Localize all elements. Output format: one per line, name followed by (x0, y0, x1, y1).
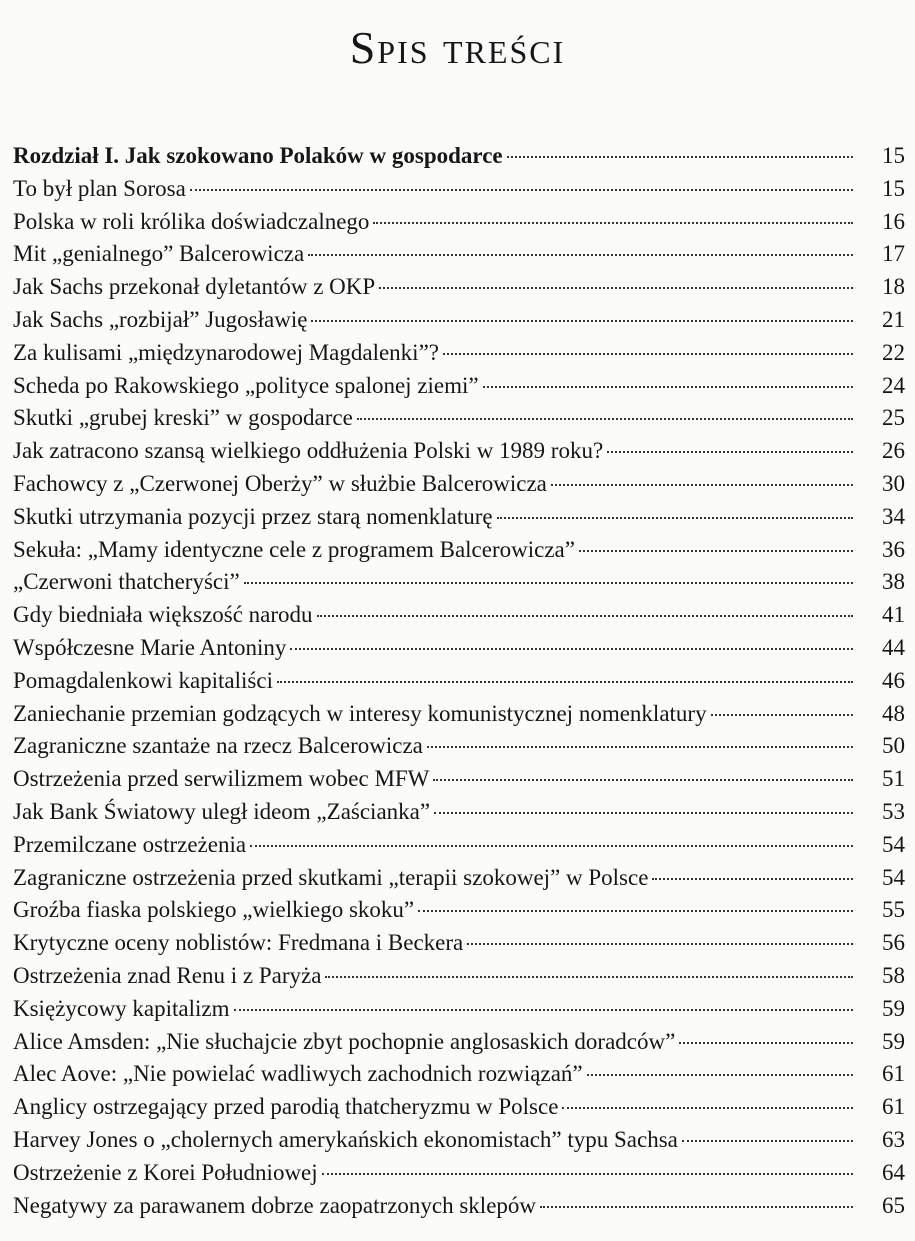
toc-entry-title: Przemilczane ostrzeżenia (13, 831, 247, 857)
toc-entry (13, 960, 905, 993)
toc-entry-page-number: 15 (882, 143, 905, 168)
toc-entry-title: Negatywy za parawanem dobrze zaopatrzonych sklepów (13, 1192, 537, 1218)
toc-entry-title: Skutki utrzymania pozycji przez starą nomenklaturę (13, 503, 493, 529)
toc-entry (13, 271, 905, 304)
toc-entry-page-number: 56 (882, 930, 905, 956)
dot-leader (711, 714, 853, 716)
toc-entry-page-number: 36 (882, 536, 905, 562)
toc-entry-page-number: 59 (882, 995, 905, 1021)
toc-entry-title: Współczesne Marie Antoniny (13, 634, 287, 660)
dot-leader (317, 615, 853, 617)
dot-leader (379, 287, 853, 289)
dot-leader (682, 1140, 853, 1142)
dot-leader (427, 746, 853, 748)
toc-entry-page-number: 51 (882, 766, 905, 792)
dot-leader (434, 812, 853, 814)
toc-list (13, 140, 905, 1222)
toc-entry-title: Jak zatracono szansą wielkiego oddłużenia Polski w 1989 roku? (13, 438, 604, 464)
toc-entry (13, 730, 905, 763)
toc-entry (13, 402, 905, 435)
toc-entry-title: Ostrzeżenie z Korei Południowej (13, 1159, 318, 1185)
toc-entry (13, 698, 905, 731)
toc-entry-title: Polska w roli królika doświadczalnego (13, 208, 370, 234)
dot-leader (540, 1206, 853, 1208)
toc-entry-page-number: 24 (882, 372, 905, 398)
toc-entry (13, 1157, 905, 1190)
dot-leader (433, 779, 853, 781)
toc-entry (13, 665, 905, 698)
page-title: Spis treści (349, 22, 566, 73)
dot-leader (308, 254, 853, 256)
toc-entry-title: Rozdział I. Jak szokowano Polaków w gospodarce (13, 143, 503, 168)
toc-entry-page-number: 22 (882, 339, 905, 365)
toc-entry (13, 1124, 905, 1157)
toc-entry-page-number: 65 (882, 1192, 905, 1218)
toc-entry (13, 1190, 905, 1223)
toc-entry (13, 993, 905, 1026)
toc-entry (13, 599, 905, 632)
toc-entry-page-number: 53 (882, 798, 905, 824)
toc-entry (13, 829, 905, 862)
toc-entry-page-number: 25 (882, 405, 905, 431)
dot-leader (325, 976, 853, 978)
toc-entry (13, 632, 905, 665)
toc-entry-page-number: 17 (882, 241, 905, 267)
dot-leader (497, 517, 853, 519)
toc-entry-title: Fachowcy z „Czerwonej Oberży” w służbie Balcerowicza (13, 470, 547, 496)
toc-entry-title: Sekuła: „Mamy identyczne cele z programem Balcerowicza” (13, 536, 575, 562)
toc-entry (13, 796, 905, 829)
toc-entry-page-number: 61 (882, 1061, 905, 1087)
toc-entry-title: Skutki „grubej kreski” w gospodarce (13, 405, 353, 431)
toc-entry-page-number: 48 (882, 700, 905, 726)
toc-entry (13, 1026, 905, 1059)
toc-entry-page-number: 63 (882, 1126, 905, 1152)
toc-entry-title: Ostrzeżenia przed serwilizmem wobec MFW (13, 766, 430, 792)
toc-entry-title: Ostrzeżenia znad Renu i z Paryża (13, 962, 322, 988)
toc-entry-title: Pomagdalenkowi kapitaliści (13, 667, 273, 693)
dot-leader (562, 1107, 853, 1109)
toc-entry-page-number: 50 (882, 733, 905, 759)
dot-leader (322, 1173, 853, 1175)
toc-entry-title: Księżycowy kapitalizm (13, 995, 230, 1021)
dot-leader (311, 320, 853, 322)
toc-entry-page-number: 16 (882, 208, 905, 234)
toc-entry (13, 435, 905, 468)
dot-leader (290, 648, 853, 650)
toc-entry (13, 337, 905, 370)
toc-entry-page-number: 46 (882, 667, 905, 693)
toc-entry (13, 501, 905, 534)
toc-entry (13, 763, 905, 796)
toc-entry-page-number: 15 (882, 175, 905, 201)
toc-entry-page-number: 21 (882, 306, 905, 332)
toc-entry-title: Zagraniczne szantaże na rzecz Balcerowicza (13, 733, 423, 759)
toc-entry-title: Jak Sachs przekonał dyletantów z OKP (13, 274, 376, 300)
dot-leader (234, 1009, 853, 1011)
toc-entry-page-number: 41 (882, 602, 905, 628)
toc-entry (13, 1091, 905, 1124)
dot-leader (418, 910, 853, 912)
toc-entry-page-number: 61 (882, 1094, 905, 1120)
toc-entry (13, 534, 905, 567)
toc-entry (13, 206, 905, 239)
toc-entry-page-number: 54 (882, 831, 905, 857)
dot-leader (607, 451, 853, 453)
toc-entry-title: Krytyczne oceny noblistów: Fredmana i Beckera (13, 930, 464, 956)
toc-entry (13, 927, 905, 960)
toc-entry-title: Zagraniczne ostrzeżenia przed skutkami „terapii szokowej” w Polsce (13, 864, 649, 890)
toc-entry-page-number: 59 (882, 1028, 905, 1054)
toc-entry-title: Scheda po Rakowskiego „polityce spalonej ziemi” (13, 372, 479, 398)
dot-leader (190, 189, 853, 191)
toc-entry-title: Zaniechanie przemian godzących w interesy komunistycznej nomenklatury (13, 700, 707, 726)
toc-entry (13, 304, 905, 337)
dot-leader (467, 943, 853, 945)
toc-entry (13, 370, 905, 403)
dot-leader (652, 878, 853, 880)
dot-leader (551, 484, 853, 486)
dot-leader (507, 156, 853, 158)
dot-leader (443, 353, 853, 355)
dot-leader (373, 222, 853, 224)
toc-entry (13, 468, 905, 501)
toc-entry-page-number: 30 (882, 470, 905, 496)
toc-entry-page-number: 44 (882, 634, 905, 660)
toc-entry-title: Alec Aove: „Nie powielać wadliwych zachodnich rozwiązań” (13, 1061, 583, 1087)
toc-entry-page-number: 38 (882, 569, 905, 595)
toc-entry (13, 1058, 905, 1091)
dot-leader (679, 1042, 853, 1044)
dot-leader (277, 681, 853, 683)
toc-entry-title: Za kulisami „międzynarodowej Magdalenki”? (13, 339, 439, 365)
toc-entry-page-number: 55 (882, 897, 905, 923)
toc-entry-title: „Czerwoni thatcheryści” (13, 569, 240, 595)
dot-leader (244, 582, 853, 584)
toc-entry-page-number: 18 (882, 274, 905, 300)
toc-entry-page-number: 34 (882, 503, 905, 529)
toc-entry-page-number: 54 (882, 864, 905, 890)
toc-entry (13, 173, 905, 206)
dot-leader (579, 550, 853, 552)
dot-leader (483, 386, 853, 388)
toc-entry-page-number: 26 (882, 438, 905, 464)
toc-entry (13, 566, 905, 599)
toc-entry-title: Mit „genialnego” Balcerowicza (13, 241, 305, 267)
dot-leader (587, 1074, 853, 1076)
toc-entry (13, 238, 905, 271)
toc-entry-title: Alice Amsden: „Nie słuchajcie zbyt pochopnie anglosaskich doradców” (13, 1028, 676, 1054)
toc-entry-title: Jak Sachs „rozbijał” Jugosławię (13, 306, 308, 332)
toc-entry-title: To był plan Sorosa (13, 175, 186, 201)
toc-entry-title: Anglicy ostrzegający przed parodią thatcheryzmu w Polsce (13, 1094, 559, 1120)
toc-entry-title: Groźba fiaska polskiego „wielkiego skoku” (13, 897, 415, 923)
toc-entry-page-number: 58 (882, 962, 905, 988)
dot-leader (357, 418, 853, 420)
toc-entry-title: Harvey Jones o „cholernych amerykańskich ekonomistach” typu Sachsa (13, 1126, 678, 1152)
toc-entry-page-number: 64 (882, 1159, 905, 1185)
toc-entry-title: Gdy biedniała większość narodu (13, 602, 313, 628)
toc-entry-title: Jak Bank Światowy uległ ideom „Zaścianka” (13, 798, 431, 824)
toc-chapter-entry (13, 140, 905, 173)
toc-entry (13, 894, 905, 927)
dot-leader (250, 845, 853, 847)
toc-entry (13, 862, 905, 895)
